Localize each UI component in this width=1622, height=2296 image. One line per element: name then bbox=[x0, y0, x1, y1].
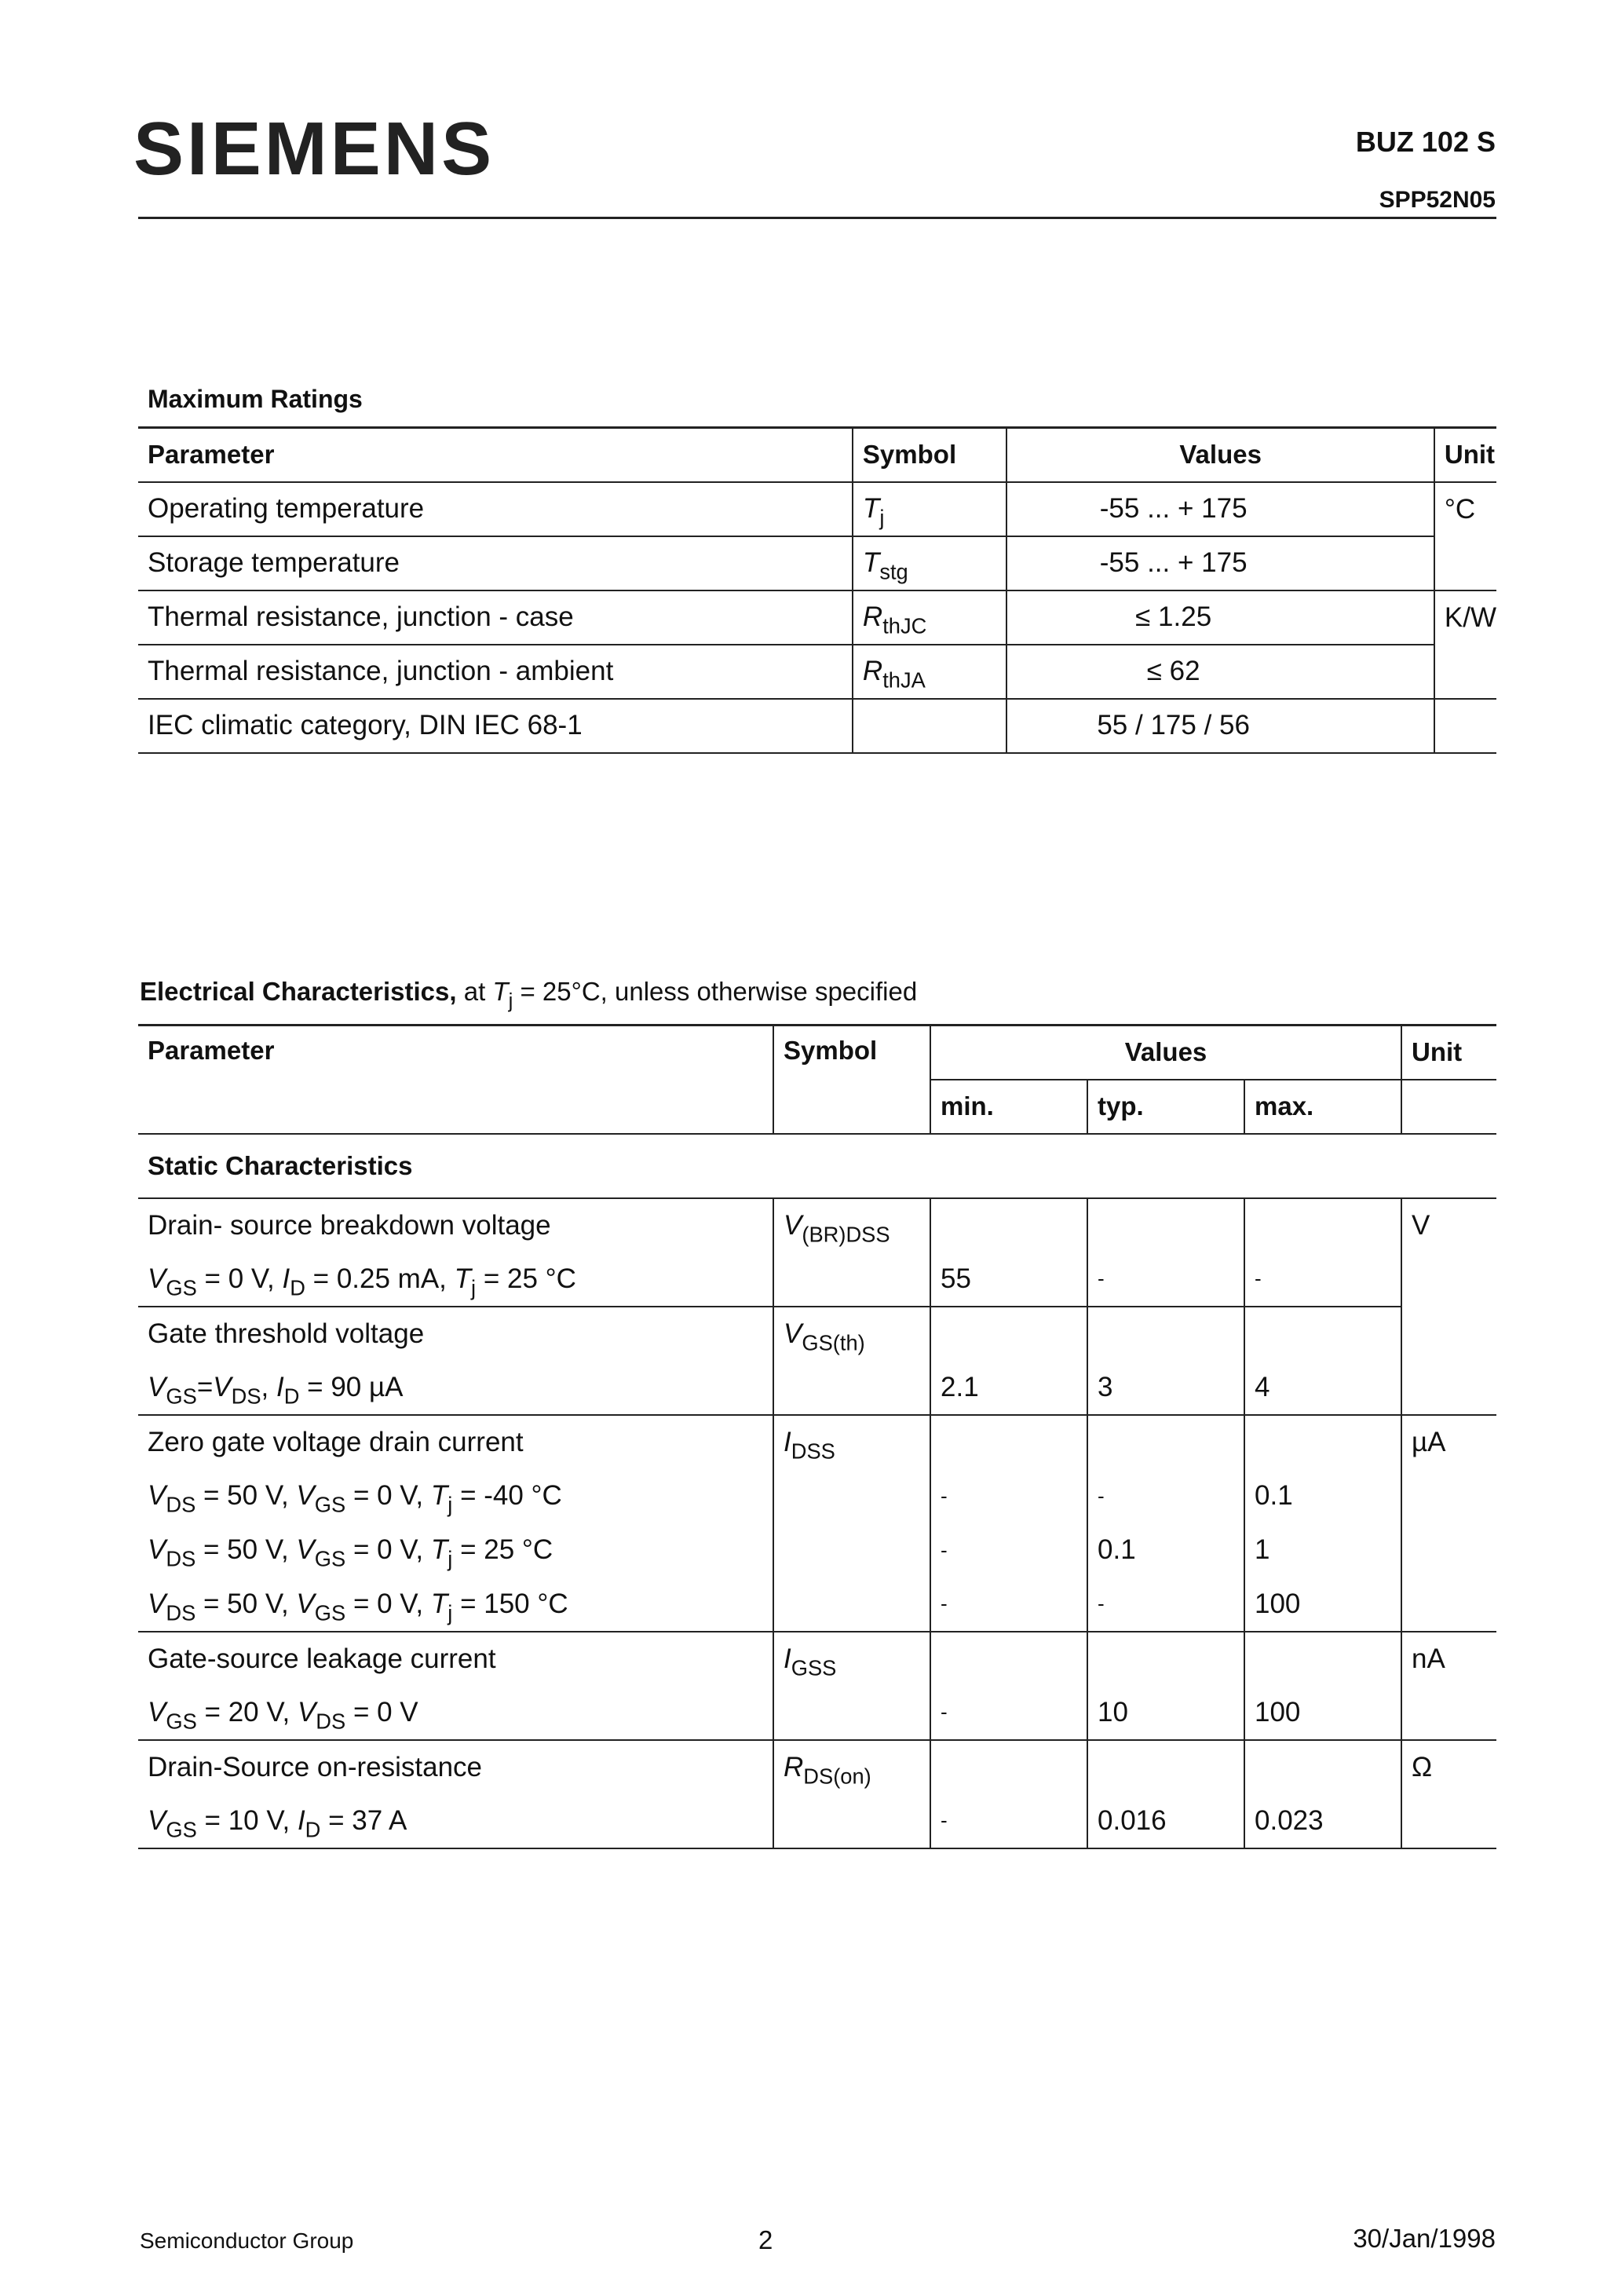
param-name: Gate-source leakage current bbox=[148, 1643, 496, 1674]
col-max: max. bbox=[1244, 1080, 1401, 1134]
col-parameter: Parameter bbox=[138, 1026, 773, 1134]
table-row bbox=[138, 590, 1496, 645]
electrical-table bbox=[138, 1024, 1496, 1849]
symbol-main: T bbox=[862, 547, 880, 578]
param-group-row bbox=[138, 1632, 1496, 1686]
symbol-sub: j bbox=[879, 505, 885, 530]
param-cell: Thermal resistance, junction - ambient bbox=[138, 645, 853, 699]
unit-cell bbox=[1434, 536, 1496, 590]
symbol-main: R bbox=[862, 656, 883, 686]
value-cell: -55 ... + 175 bbox=[1006, 482, 1434, 536]
unit-cell bbox=[1434, 699, 1496, 753]
footer-company: Semiconductor Group bbox=[140, 2228, 354, 2253]
symbol-main: R bbox=[862, 601, 883, 632]
unit-cell: K/W bbox=[1434, 590, 1496, 645]
alt-part-number: SPP52N05 bbox=[1379, 187, 1496, 213]
value-blank bbox=[1244, 1740, 1401, 1794]
table-row bbox=[138, 699, 1496, 753]
param-name: Gate threshold voltage bbox=[148, 1318, 425, 1349]
symbol-sub: stg bbox=[879, 559, 908, 584]
value-min: - bbox=[930, 1469, 1087, 1523]
col-values: Values bbox=[1006, 428, 1434, 482]
value-blank bbox=[930, 1740, 1087, 1794]
symbol-cell bbox=[853, 536, 1007, 590]
value-typ: - bbox=[1087, 1252, 1244, 1307]
symbol-main: T bbox=[862, 493, 880, 524]
value-max: - bbox=[1244, 1252, 1401, 1307]
unit-cell: nA bbox=[1401, 1632, 1496, 1686]
param-group-row bbox=[138, 1415, 1496, 1469]
value-max: 4 bbox=[1244, 1361, 1401, 1415]
col-symbol: Symbol bbox=[773, 1026, 930, 1134]
value-typ: 3 bbox=[1087, 1361, 1244, 1415]
electrical-title-at: at bbox=[456, 977, 493, 1006]
unit-blank bbox=[1401, 1469, 1496, 1523]
value-max: 100 bbox=[1244, 1686, 1401, 1740]
value-blank bbox=[930, 1307, 1087, 1361]
electrical-title-sub: j bbox=[508, 990, 513, 1012]
unit-cell: °C bbox=[1434, 482, 1496, 536]
value-blank bbox=[930, 1415, 1087, 1469]
value-max: 0.1 bbox=[1244, 1469, 1401, 1523]
static-characteristics-label: Static Characteristics bbox=[138, 1134, 1496, 1198]
symbol-sub: thJC bbox=[882, 613, 927, 638]
electrical-title-sym: T bbox=[492, 977, 509, 1006]
unit-cell bbox=[1401, 1307, 1496, 1361]
value-blank bbox=[1244, 1415, 1401, 1469]
col-unit: Unit bbox=[1401, 1026, 1496, 1080]
symbol-cell: $V_{GS(th)}$ bbox=[773, 1307, 930, 1415]
footer-page: 2 bbox=[758, 2225, 773, 2254]
param-name: Zero gate voltage drain current bbox=[148, 1426, 524, 1457]
param-group-row bbox=[138, 1307, 1496, 1361]
condition-cell: $V_{GS} = 0$ V, $I_D = 0.25$ mA, $T_j = 25$ °C bbox=[138, 1252, 773, 1307]
symbol-cell bbox=[853, 645, 1007, 699]
col-values: Values bbox=[930, 1026, 1401, 1080]
unit-blank bbox=[1401, 1252, 1496, 1307]
electrical-title-cond: = 25°C, unless otherwise specified bbox=[513, 977, 918, 1006]
value-min: - bbox=[930, 1523, 1087, 1578]
part-number: BUZ 102 S bbox=[1355, 126, 1496, 158]
condition-cell: $V_{GS} = 20$ V, $V_{DS} = 0$ V bbox=[138, 1686, 773, 1740]
unit-blank bbox=[1401, 1080, 1496, 1134]
table-row bbox=[138, 645, 1496, 699]
value-blank bbox=[930, 1198, 1087, 1252]
col-unit: Unit bbox=[1434, 428, 1496, 482]
condition-cell: $V_{DS} = 50$ V, $V_{GS} = 0$ V, $T_j = 25$ °C bbox=[148, 1534, 553, 1571]
value-blank bbox=[1087, 1740, 1244, 1794]
unit-blank bbox=[1401, 1361, 1496, 1415]
value-blank bbox=[1244, 1307, 1401, 1361]
value-max: 100 bbox=[1244, 1578, 1401, 1632]
param-cell: Operating temperature bbox=[138, 482, 853, 536]
value-max: 0.023 bbox=[1244, 1794, 1401, 1848]
param-cell: Thermal resistance, junction - case bbox=[138, 590, 853, 645]
value-min: 55 bbox=[930, 1252, 1087, 1307]
value-blank bbox=[1244, 1632, 1401, 1686]
col-parameter: Parameter bbox=[138, 428, 853, 482]
value-cell: ≤ 1.25 bbox=[1006, 590, 1434, 645]
symbol-cell: $I_{GSS}$ bbox=[773, 1632, 930, 1740]
value-min: - bbox=[930, 1794, 1087, 1848]
unit-cell: V bbox=[1401, 1198, 1496, 1252]
electrical-title bbox=[140, 977, 918, 1012]
unit-cell: Ω bbox=[1401, 1740, 1496, 1794]
symbol-cell: $I_{DSS}$ bbox=[773, 1415, 930, 1632]
value-blank bbox=[1087, 1415, 1244, 1469]
unit-blank bbox=[1401, 1686, 1496, 1740]
value-cell: ≤ 62 bbox=[1006, 645, 1434, 699]
max-ratings-title: Maximum Ratings bbox=[148, 385, 363, 413]
electrical-title-bold: Electrical Characteristics, bbox=[140, 977, 457, 1006]
unit-cell bbox=[1434, 645, 1496, 699]
siemens-logo: SIEMENS bbox=[133, 107, 495, 191]
footer-date: 30/Jan/1998 bbox=[1353, 2224, 1496, 2253]
condition-cell: $V_{GS}=V_{DS}$, $I_D = 90$ µA bbox=[138, 1361, 773, 1415]
value-min: 2.1 bbox=[930, 1361, 1087, 1415]
col-min: min. bbox=[930, 1080, 1087, 1134]
value-blank bbox=[1244, 1198, 1401, 1252]
value-cell: 55 / 175 / 56 bbox=[1006, 699, 1434, 753]
condition-cell: $V_{GS} = 10$ V, $I_D = 37$ A bbox=[138, 1794, 773, 1848]
symbol-cell bbox=[853, 590, 1007, 645]
value-typ: - bbox=[1087, 1469, 1244, 1523]
unit-blank bbox=[1401, 1523, 1496, 1578]
value-cell: -55 ... + 175 bbox=[1006, 536, 1434, 590]
param-group-row bbox=[138, 1740, 1496, 1794]
header-rule bbox=[138, 217, 1496, 219]
table-row bbox=[138, 482, 1496, 536]
value-max: 1 bbox=[1244, 1523, 1401, 1578]
unit-blank bbox=[1401, 1578, 1496, 1632]
param-name: Drain- source breakdown voltage bbox=[148, 1209, 551, 1241]
value-typ: - bbox=[1087, 1578, 1244, 1632]
value-min: - bbox=[930, 1578, 1087, 1632]
unit-blank bbox=[1401, 1794, 1496, 1848]
value-typ: 0.1 bbox=[1087, 1523, 1244, 1578]
max-ratings-table bbox=[138, 426, 1496, 754]
col-typ: typ. bbox=[1087, 1080, 1244, 1134]
symbol-cell: $V_{(BR)DSS}$ bbox=[773, 1198, 930, 1307]
param-group-row bbox=[138, 1198, 1496, 1252]
symbol-sub: thJA bbox=[882, 667, 926, 693]
unit-cell: µA bbox=[1401, 1415, 1496, 1469]
value-min: - bbox=[930, 1686, 1087, 1740]
param-cell: Storage temperature bbox=[138, 536, 853, 590]
param-cell: IEC climatic category, DIN IEC 68-1 bbox=[138, 699, 853, 753]
value-blank bbox=[1087, 1632, 1244, 1686]
condition-cell: $V_{DS} = 50$ V, $V_{GS} = 0$ V, $T_j = 150$ °C bbox=[138, 1578, 773, 1632]
value-blank bbox=[1087, 1307, 1244, 1361]
symbol-cell: $R_{DS(on)}$ bbox=[773, 1740, 930, 1848]
table-row bbox=[138, 536, 1496, 590]
col-symbol: Symbol bbox=[853, 428, 1007, 482]
value-typ: 10 bbox=[1087, 1686, 1244, 1740]
condition-cell: $V_{DS} = 50$ V, $V_{GS} = 0$ V, $T_j = -40$ °C bbox=[148, 1480, 562, 1517]
value-typ: 0.016 bbox=[1087, 1794, 1244, 1848]
value-blank bbox=[930, 1632, 1087, 1686]
section-row bbox=[138, 1134, 1496, 1198]
param-name: Drain-Source on-resistance bbox=[148, 1751, 483, 1782]
value-blank bbox=[1087, 1198, 1244, 1252]
symbol-cell bbox=[853, 699, 1007, 753]
symbol-cell bbox=[853, 482, 1007, 536]
